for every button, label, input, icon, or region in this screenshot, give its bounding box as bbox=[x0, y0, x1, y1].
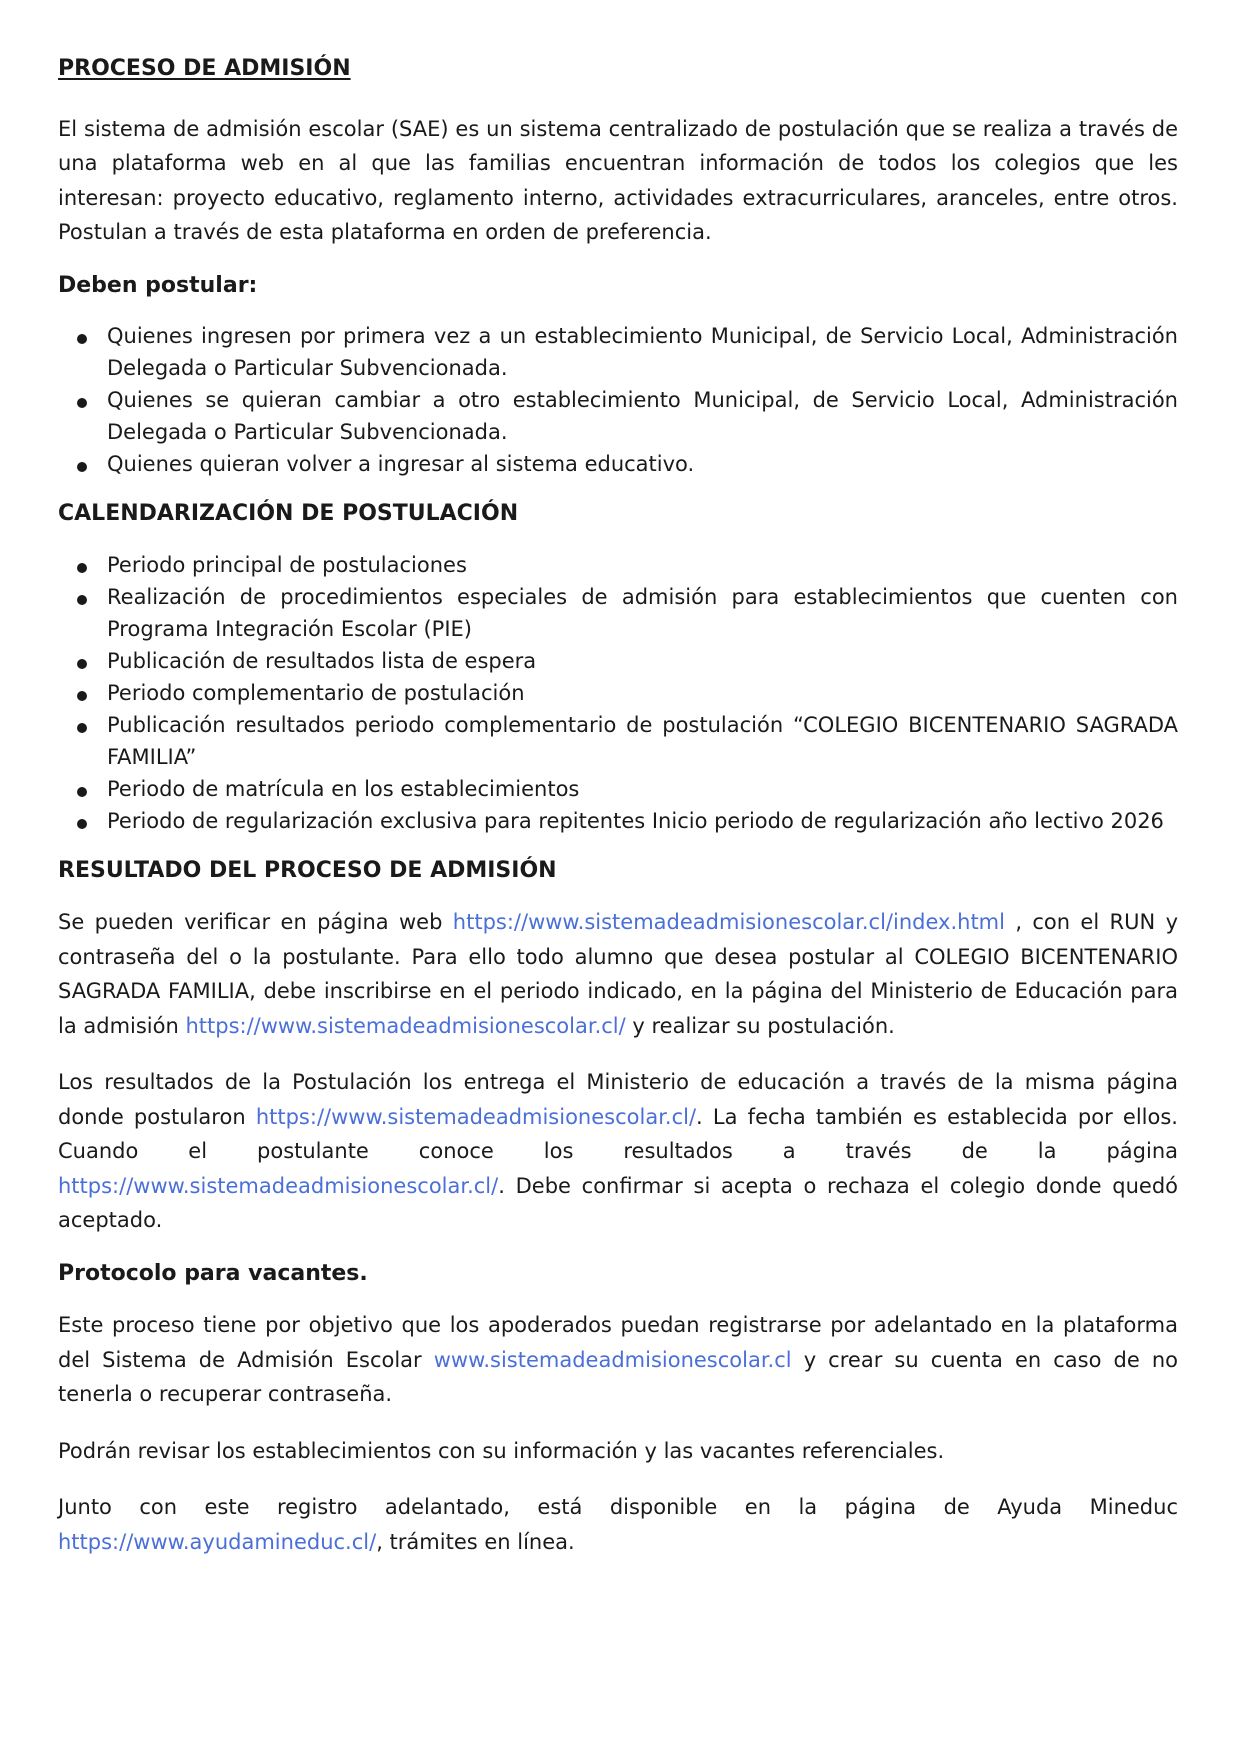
list-item: Publicación de resultados lista de espera bbox=[58, 645, 1178, 677]
resultado-paragraph-1 bbox=[58, 905, 1178, 1043]
list-item: Periodo principal de postulaciones bbox=[58, 549, 1178, 581]
list-item: Periodo de regularización exclusiva para repitentes Inicio periodo de regularización año lectivo 2026 bbox=[58, 805, 1178, 837]
protocolo-paragraph-1 bbox=[58, 1308, 1178, 1412]
list-item: Quienes ingresen por primera vez a un establecimiento Municipal, de Servicio Local, Administración Delegada o Particular Subvencionada. bbox=[58, 320, 1178, 384]
text-segment: . La fecha también es establecida por ellos. Cuando el postulante conoce los resultados a través de la página bbox=[58, 1104, 1178, 1164]
text-segment: Este proceso tiene por objetivo que los apoderados puedan registrarse por adelantado en la plataforma del Sistema de Admisión Escolar bbox=[58, 1313, 1178, 1372]
deben-postular-heading: Deben postular: bbox=[58, 272, 258, 298]
calendarizacion-heading: CALENDARIZACIÓN DE POSTULACIÓN bbox=[58, 501, 519, 527]
sae-link[interactable]: https://www.sistemadeadmisionescolar.cl/ bbox=[255, 1104, 697, 1129]
text-segment: y crear su cuenta en caso de no tenerla o recuperar contraseña. bbox=[58, 1347, 1178, 1407]
ayuda-mineduc-link[interactable]: https://www.ayudamineduc.cl/ bbox=[58, 1529, 377, 1554]
list-item: Publicación resultados periodo complementario de postulación “COLEGIO BICENTENARIO SAGRADA FAMILIA” bbox=[58, 709, 1178, 773]
list-item: Quienes se quieran cambiar a otro establecimiento Municipal, de Servicio Local, Administración Delegada o Particular Subvencionada. bbox=[58, 384, 1178, 448]
sae-link[interactable]: https://www.sistemadeadmisionescolar.cl/ bbox=[185, 1013, 626, 1038]
text-segment: , trámites en línea. bbox=[376, 1529, 575, 1554]
document-title: PROCESO DE ADMISIÓN bbox=[58, 56, 351, 81]
text-segment: y realizar su postulación. bbox=[625, 1013, 895, 1038]
text-segment: Los resultados de la Postulación los entrega el Ministerio de educación a través de la misma página donde postularon bbox=[58, 1070, 1178, 1129]
intro-paragraph: El sistema de admisión escolar (SAE) es un sistema centralizado de postulación que se realiza a través de una plataforma web en al que las familias encuentran información de todos los colegios que les interesan: proyecto educativo, reglamento interno, actividades extracurriculares, aranceles, entre otros. Postulan a través de esta plataforma en orden de preferencia. bbox=[58, 116, 1178, 245]
resultado-paragraph-2 bbox=[58, 1065, 1178, 1238]
sae-www-link[interactable]: www.sistemadeadmisionescolar.cl bbox=[433, 1347, 792, 1372]
text-segment: Se pueden verificar en página web bbox=[58, 910, 453, 935]
protocolo-heading: Protocolo para vacantes. bbox=[58, 1260, 368, 1286]
document-page bbox=[58, 55, 1178, 1581]
sae-link[interactable]: https://www.sistemadeadmisionescolar.cl/ bbox=[58, 1173, 499, 1198]
list-item: Realización de procedimientos especiales de admisión para establecimientos que cuenten con Programa Integración Escolar (PIE) bbox=[58, 581, 1178, 645]
text-segment: , con el RUN y contraseña del o la postulante. Para ello todo alumno que desea postular al COLEGIO BICENTENARIO SAGRADA FAMILIA, debe inscribirse en el periodo indicado, en la página del Ministerio de Educación para la admisión bbox=[58, 910, 1178, 1038]
calendarizacion-list bbox=[58, 549, 1178, 837]
list-item: Quienes quieran volver a ingresar al sistema educativo. bbox=[58, 448, 1178, 480]
text-segment: Junto con este registro adelantado, está disponible en la página de Ayuda Mineduc bbox=[58, 1495, 1178, 1520]
list-item: Periodo de matrícula en los establecimientos bbox=[58, 773, 1178, 805]
list-item: Periodo complementario de postulación bbox=[58, 677, 1178, 709]
resultado-heading: RESULTADO DEL PROCESO DE ADMISIÓN bbox=[58, 857, 557, 883]
protocolo-paragraph-3 bbox=[58, 1490, 1178, 1559]
sae-index-link[interactable]: https://www.sistemadeadmisionescolar.cl/index.html bbox=[452, 910, 1005, 935]
protocolo-paragraph-2: Podrán revisar los establecimientos con su información y las vacantes referenciales. bbox=[58, 1438, 945, 1463]
deben-postular-list bbox=[58, 320, 1178, 480]
text-segment: . Debe confirmar si acepta o rechaza el colegio donde quedó aceptado. bbox=[58, 1173, 1178, 1233]
